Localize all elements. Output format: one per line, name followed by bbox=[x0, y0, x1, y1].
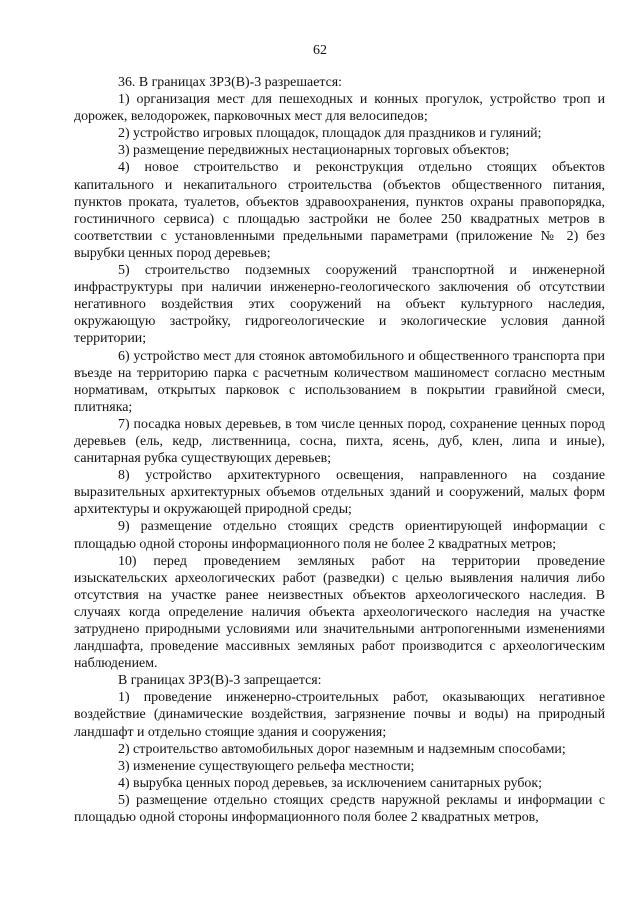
permitted-item-6: 6) устройство мест для стоянок автомобильного и общественного транспорта при въезде на территорию парка с расчетным количеством машиномест согласно местным нормативам, открытых парковок с использованием в покрытии гравийной смеси, плитняка; bbox=[74, 348, 605, 415]
page-number: 62 bbox=[313, 43, 327, 58]
permitted-item-5: 5) строительство подземных сооружений транспортной и инженерной инфраструктуры при наличии инженерно-геологического заключения об отсутствии негативного воздействия этих сооружений на объект культурного наследия, окружающую застройку, гидрогеологические и экологические условия данной территории; bbox=[74, 263, 605, 347]
permitted-item-2: 2) устройство игровых площадок, площадок для праздников и гуляний; bbox=[118, 126, 542, 142]
prohibited-item-2: 2) строительство автомобильных дорог наземным и надземным способами; bbox=[118, 741, 566, 757]
permitted-item-4: 4) новое строительство и реконструкция отдельно стоящих объектов капитального и некапитального строительства (объектов общественного питания, пунктов проката, туалетов, объектов здравоохранения, пунктов охраны правопорядка, гостиничного сервиса) с площадью застройки не более 250 квадратных метров в соответствии с установленными предельными параметрами (приложение № 2) без вырубки ценных пород деревьев; bbox=[74, 160, 605, 261]
prohibited-item-1: 1) проведение инженерно-строительных работ, оказывающих негативное воздействие (динамические воздействия, загрязнение почвы и воды) на природный ландшафт и отдельно стоящие здания и сооружения; bbox=[74, 690, 605, 740]
permitted-item-7: 7) посадка новых деревьев, в том числе ценных пород, сохранение ценных пород деревьев (ель, кедр, лиственница, сосна, пихта, ясень, дуб, клен, липа и иные), санитарная рубка существующих деревьев; bbox=[74, 416, 605, 467]
permitted-item-9: 9) размещение отдельно стоящих средств ориентирующей информации с площадью одной стороны информационного поля не более 2 квадратных метров; bbox=[74, 519, 605, 552]
section-heading-permitted: 36. В границах ЗРЗ(В)-3 разрешается: bbox=[118, 75, 343, 90]
section-heading-prohibited: В границах ЗРЗ(В)-3 запрещается: bbox=[118, 673, 322, 689]
prohibited-item-5: 5) размещение отдельно стоящих средств наружной рекламы и информации с площадью одной стороны информационного поля более 2 квадратных метров, bbox=[74, 792, 605, 826]
prohibited-item-3: 3) изменение существующего рельефа местности; bbox=[118, 758, 415, 774]
permitted-item-1: 1) организация мест для пешеходных и конных прогулок, устройство троп и дорожек, велодорожек, парковочных мест для велосипедов; bbox=[74, 92, 605, 125]
permitted-item-3: 3) размещение передвижных нестационарных торговых объектов; bbox=[118, 143, 510, 159]
prohibited-item-4: 4) вырубка ценных пород деревьев, за исключением санитарных рубок; bbox=[118, 775, 542, 791]
document-body bbox=[74, 74, 605, 826]
permitted-item-10: 10) перед проведением земляных работ на территории проведение изыскательских археологических работ (разведки) с целью выявления наличия либо отсутствия на участке ранее неизвестных объектов археологического наследия. В случаях когда определение наличия объекта археологического наследия на участке затруднено природными условиями или значительными антропогенными изменениями ландшафта, проведение массивных земляных работ производится с археологическим наблюдением. bbox=[74, 553, 605, 672]
permitted-item-8: 8) устройство архитектурного освещения, направленного на создание выразительных архитектурных объемов отдельных зданий и сооружений, малых форм архитектуры и окружающей природной среды; bbox=[74, 468, 605, 518]
